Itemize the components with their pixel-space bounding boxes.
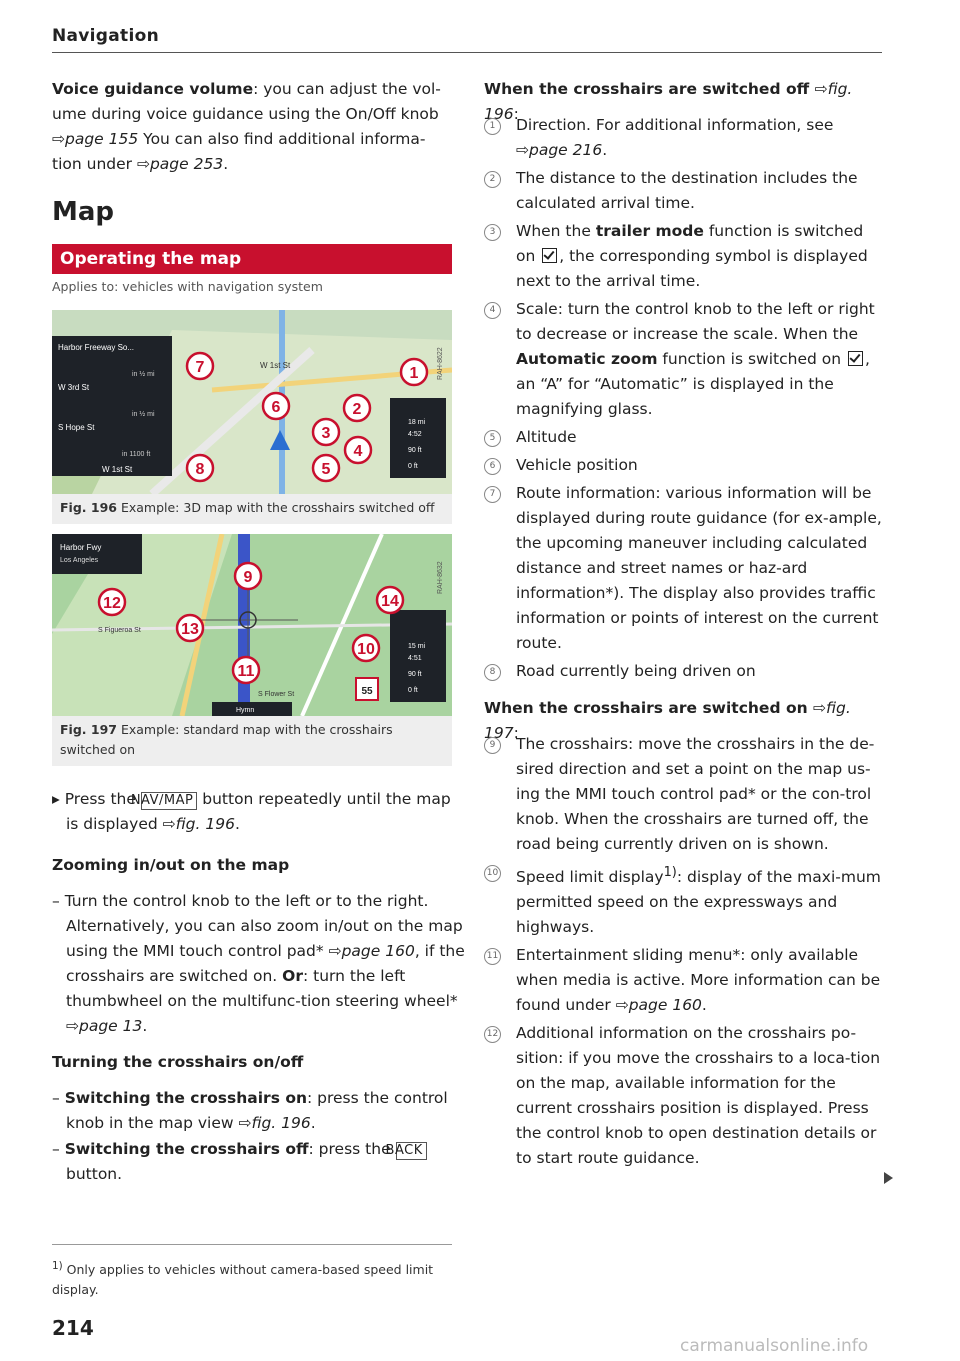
fig197-callout-9: 9 (243, 569, 253, 586)
legend-list-off (484, 113, 884, 687)
fig196-caption-label: Fig. 196 (60, 500, 117, 515)
map-heading: Map (52, 197, 115, 227)
crosshairs-off-text-2: button. (66, 1165, 123, 1183)
legend-list-on (484, 732, 884, 1174)
item-text-end: . (602, 141, 608, 159)
list-item: 11 Entertainment sliding menu*: only available when media is active. More information can be found under ⇨page 160. (484, 943, 884, 1018)
list-item (484, 166, 884, 216)
item-text: When the (516, 222, 596, 240)
item-number: 4 (484, 302, 501, 319)
fig196-caption (52, 494, 452, 524)
fig196-dist-1: in ½ mi (132, 371, 155, 378)
item-number: 6 (484, 458, 501, 475)
item-number: 9 (484, 737, 501, 754)
list-item (484, 481, 884, 656)
fig197-side-altitude: 0 ft (408, 687, 418, 694)
item-text: Speed limit display (516, 868, 664, 887)
item-number: 10 (484, 865, 501, 882)
item-text: Direction. For additional information, see (516, 116, 834, 134)
fig196-code: RAH-8622 (437, 347, 444, 380)
section-header: Navigation (52, 26, 159, 46)
voice-paragraph: Voice guidance volume: you can adjust the vol-ume during voice guidance using the On/Off knob ⇨page 155 You can also find additional informa-tion under ⇨page 253. (52, 80, 441, 173)
checkbox-checked-icon (542, 248, 557, 263)
item-text: Route information: various information will be displayed during route guidance (for ex-ample, the upcoming maneuver including calculated distance and street names or haz-ard information*). The display also provides traffic information or points of interest on the current route. (516, 484, 882, 652)
item-ref-link[interactable]: page 160 (628, 996, 702, 1015)
press-text: Press the (64, 790, 141, 808)
press-nav-step: ▸ Press the NAV/MAP button repeatedly until the map is displayed ⇨fig. 196. (52, 790, 451, 833)
fig196-callout-2: 2 (352, 401, 362, 418)
on-heading-text: When the crosshairs are switched on (484, 699, 808, 717)
item-ref-link[interactable]: page 216 (529, 141, 603, 159)
list-item (484, 297, 884, 422)
fig196-callout-5: 5 (321, 461, 331, 478)
item-text: Entertainment sliding menu*: only available when media is active. More information can be found under (516, 946, 881, 1015)
fig196-callout-3: 3 (321, 425, 331, 442)
item-number: 7 (484, 486, 501, 503)
off-heading-ref-link[interactable]: fig. 196 (484, 80, 853, 123)
page-number: 214 (52, 1316, 94, 1340)
on-heading-ref-link[interactable]: fig. 197 (484, 699, 851, 742)
fig196-dist-2: in ½ mi (132, 411, 155, 418)
voice-ref-link[interactable]: page 155 (65, 130, 139, 148)
zoom-ref-link-2[interactable]: page 13 (79, 1017, 143, 1035)
voice-text: : you can adjust the vol-ume during voice guidance using the On/Off knob (52, 80, 441, 123)
item-text-end: . (701, 996, 707, 1015)
footnote-rule (52, 1244, 452, 1245)
fig196-callout-6: 6 (271, 399, 281, 416)
fig196-label-harbor: Harbor Freeway So... (58, 343, 135, 352)
fig196-label-w1st: W 1st St (102, 465, 133, 474)
voice-label: Voice guidance volume (52, 80, 254, 98)
fig196-callout-1: 1 (409, 365, 419, 382)
item-text-2: : display of the maxi-mum permitted speed on the expressways and highways. (516, 868, 881, 937)
fig197-code: RAH-8632 (437, 561, 444, 594)
item-number: 2 (484, 171, 501, 188)
fig197-callout-11: 11 (237, 663, 255, 680)
zoom-text-2: , if the crosshairs are switched on. (66, 942, 465, 985)
list-item (484, 219, 884, 294)
zoom-ref-link[interactable]: page 160 (341, 942, 415, 960)
item-number: 12 (484, 1026, 501, 1043)
item-number: 8 (484, 664, 501, 681)
speed-limit-sign: 55 (361, 686, 373, 697)
fig196-label-w1st-map: W 1st St (260, 361, 291, 370)
item-text-3: , the corresponding symbol is displayed next to the arrival time. (516, 247, 868, 290)
fig197-callout-14: 14 (381, 593, 399, 610)
list-item (484, 732, 884, 857)
fig197-caption-text: Example: standard map with the crosshairs switched on (60, 722, 393, 757)
map-3d-image (52, 310, 452, 494)
zoom-text: Turn the control knob to the left or to the right. Alternatively, you can also zoom in/out on the map using the MMI touch control pad* (64, 892, 463, 960)
item-number: 3 (484, 224, 501, 241)
fig197-label-flower: S Flower St (258, 691, 295, 698)
back-key: BACK (396, 1142, 427, 1160)
item-number: 1 (484, 118, 501, 135)
item-text: The distance to the destination includes the calculated arrival time. (516, 169, 858, 212)
figure-197 (52, 534, 452, 766)
zoom-heading: Zooming in/out on the map (52, 856, 290, 874)
fig196-label-shope: S Hope St (58, 423, 95, 432)
crosshairs-on-label: Switching the crosshairs on (64, 1089, 307, 1107)
fig197-side-time: 4:51 (408, 655, 422, 662)
fig197-side-distance: 15 mi (408, 643, 426, 650)
voice-text-2: You can also find additional informa-tion under (52, 130, 426, 173)
fig197-callout-13: 13 (181, 621, 199, 638)
press-text-2: button repeatedly until the map is displayed (66, 790, 451, 833)
item-footnote-mark: 1) (663, 865, 677, 880)
item-text-2: function is switched on (657, 350, 846, 368)
fig196-label-w3rd: W 3rd St (58, 383, 90, 392)
fig196-side-scale: 90 ft (408, 447, 422, 454)
crosshairs-on-text: : press the control knob in the map view (66, 1089, 448, 1132)
footnote-mark: 1) (52, 1260, 63, 1272)
fig197-caption (52, 716, 452, 766)
item-bold: Automatic zoom (516, 350, 658, 368)
applies-note: Applies to: vehicles with navigation system (52, 279, 323, 294)
item-text: Vehicle position (516, 456, 638, 474)
figure-196 (52, 310, 452, 524)
fig196-side-distance: 18 mi (408, 419, 426, 426)
fig197-caption-label: Fig. 197 (60, 722, 117, 737)
press-ref-link[interactable]: fig. 196 (175, 815, 235, 833)
fig196-caption-text: Example: 3D map with the crosshairs switched off (120, 500, 435, 515)
fig197-side-scale: 90 ft (408, 671, 422, 678)
fig196-callout-4: 4 (353, 443, 363, 460)
fig197-label-la: Los Angeles (60, 557, 99, 564)
voice-ref-link-2[interactable]: page 253 (149, 155, 224, 173)
checkbox-checked-icon (848, 351, 863, 366)
nav-map-key: NAV/MAP (141, 792, 198, 810)
crosshairs-off-label: Switching the crosshairs off (64, 1140, 309, 1158)
crosshairs-off-text: : press the (308, 1140, 396, 1158)
header-rule (52, 52, 882, 53)
crosshairs-on-ref-link[interactable]: fig. 196 (251, 1114, 311, 1132)
fig196-dist-3: in 1100 ft (122, 451, 151, 458)
item-number: 11 (484, 948, 501, 965)
zoom-paragraph: – Turn the control knob to the left or to the right. Alternatively, you can also zoom in/out on the map using the MMI touch control pad* ⇨page 160, if the crosshairs are switched on. Or: turn the left thumbwheel on the multifunc-tion steering wheel* ⇨page 13. (52, 892, 465, 1035)
crosshairs-on-step: – Switching the crosshairs on: press the control knob in the map view ⇨fig. 196. (52, 1089, 448, 1132)
footnote-text: Only applies to vehicles without camera-based speed limit display. (52, 1262, 434, 1298)
item-text: Additional information on the crosshairs po-sition: if you move the crosshairs to a loca-tion on the map, available information for the current crosshairs position is displayed. Press the control knob to open destination details or to start route guidance. (516, 1024, 881, 1168)
off-heading: When the crosshairs are switched off ⇨fig. 196: (484, 80, 853, 123)
fig197-label-figueroa: S Figueroa St (98, 627, 141, 634)
list-item (484, 453, 884, 478)
list-item: 1 Direction. For additional information, see ⇨page 216. (484, 113, 884, 163)
zoom-text-3: : turn the left thumbwheel on the multifunc-tion steering wheel* (66, 967, 458, 1010)
item-text-3: , an “A” for “Automatic” is displayed in the magnifying glass. (516, 350, 870, 418)
watermark: carmanualsonline.info (680, 1336, 869, 1356)
off-heading-text: When the crosshairs are switched off (484, 80, 810, 98)
list-item (484, 425, 884, 450)
operating-map-bar: Operating the map (52, 244, 452, 274)
map-standard-image (52, 534, 452, 716)
list-item (484, 659, 884, 684)
zoom-or: Or (282, 967, 303, 985)
item-text: Road currently being driven on (516, 662, 756, 680)
list-item (484, 1021, 884, 1171)
crosshairs-off-step: – Switching the crosshairs off: press the BACK button. (52, 1137, 466, 1187)
item-text: Scale: turn the control knob to the left or right to decrease or increase the scale. When the (516, 300, 875, 343)
fig196-side-time: 4:52 (408, 431, 422, 438)
fig197-callout-10: 10 (357, 641, 375, 658)
crosshairs-heading: Turning the crosshairs on/off (52, 1053, 304, 1071)
item-bold: trailer mode (595, 222, 704, 240)
item-text: Altitude (516, 428, 577, 446)
list-item (484, 860, 884, 940)
fig197-label-hymn: Hymn (236, 707, 255, 714)
continue-arrow-icon (884, 1172, 893, 1184)
fig197-label-harbor: Harbor Fwy (60, 543, 102, 552)
fig196-side-altitude: 0 ft (408, 463, 418, 470)
item-text-2: function is switched on (516, 222, 864, 265)
footnote (52, 1256, 452, 1300)
item-text: The crosshairs: move the crosshairs in the de-sired direction and set a point on the map us-ing the MMI touch control pad* or the con-trol knob. When the crosshairs are turned off, the road being currently driven on is shown. (516, 735, 875, 853)
fig196-callout-7: 7 (195, 359, 205, 376)
item-number: 5 (484, 430, 501, 447)
fig197-callout-12: 12 (103, 595, 121, 612)
fig196-callout-8: 8 (195, 461, 205, 478)
on-heading: When the crosshairs are switched on ⇨fig. 197: (484, 699, 851, 742)
